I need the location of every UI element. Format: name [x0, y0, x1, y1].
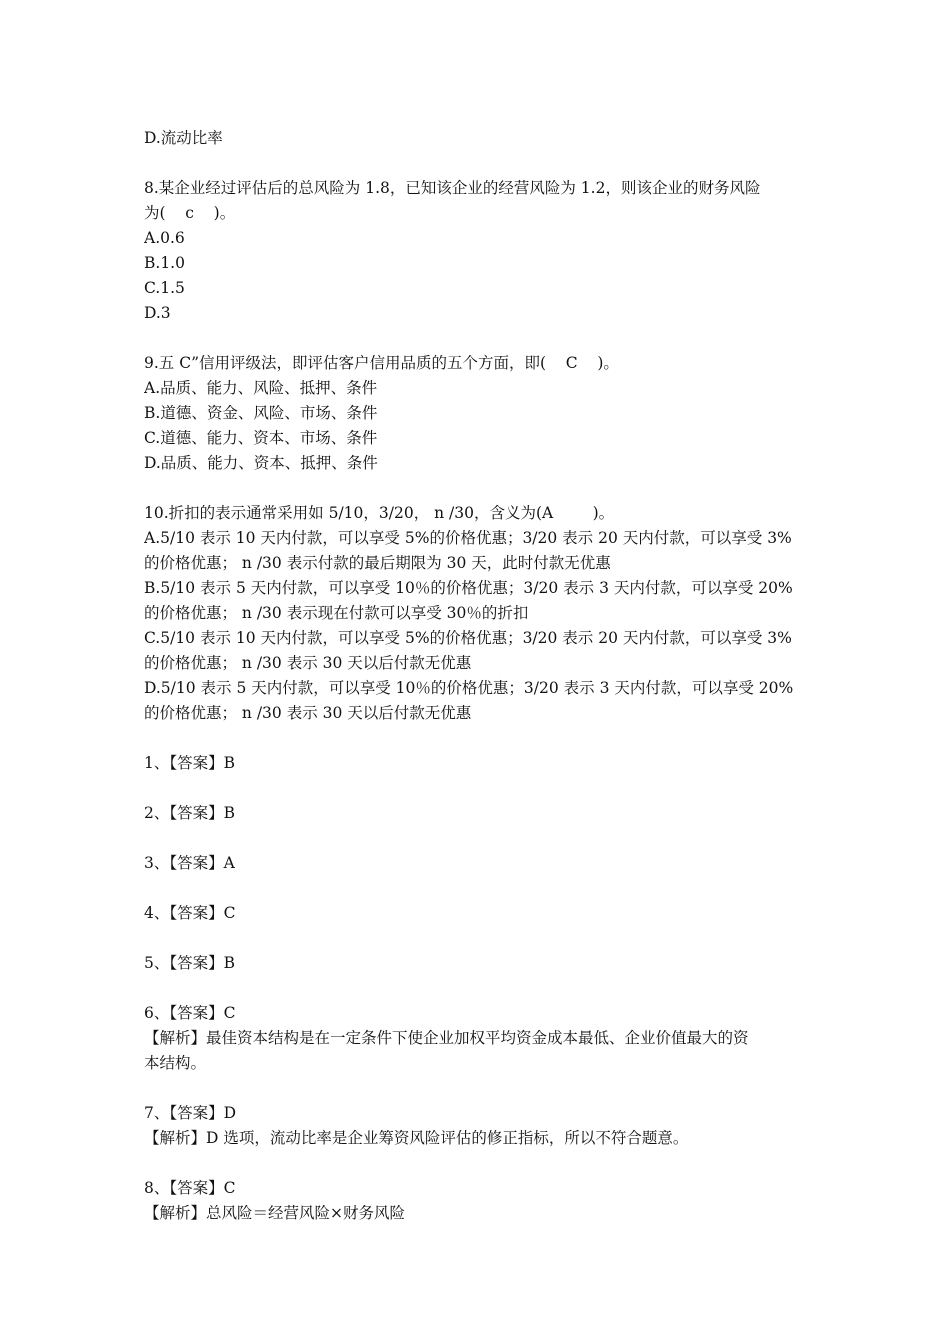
- q7-option-d: D.流动比率: [144, 129, 223, 147]
- spacer: [144, 326, 810, 351]
- answer-1: 1、【答案】B: [144, 754, 236, 772]
- spacer: [144, 726, 810, 751]
- answer-3: 3、【答案】A: [144, 854, 235, 872]
- q8-option-d: D.3: [144, 304, 171, 322]
- q9-option-b: B.道德、资金、风险、市场、条件: [144, 404, 378, 422]
- q8-option-b: B.1.0: [144, 254, 185, 272]
- answer-4: 4、【答案】C: [144, 904, 236, 922]
- q8-stem-line1: 8.某企业经过评估后的总风险为 1.8，已知该企业的经营风险为 1.2，则该企业的财务风险: [144, 179, 761, 197]
- q10-option-d-line1: D.5/10 表示 5 天内付款，可以享受 10％的价格优惠；3/20 表示 3 天内付款，可以享受 20%: [144, 679, 794, 697]
- answer-6: 6、【答案】C: [144, 1004, 236, 1022]
- spacer: [144, 876, 810, 901]
- spacer: [144, 1151, 810, 1176]
- q9-stem: 9.五 C”信用评级法，即评估客户信用品质的五个方面，即( C )。: [144, 354, 619, 372]
- q8-option-a: A.0.6: [144, 229, 185, 247]
- q10-stem: 10.折扣的表示通常采用如 5/10，3/20， n /30，含义为(A )。: [144, 504, 615, 522]
- answer-7-analysis: 【解析】D 选项，流动比率是企业筹资风险评估的修正指标，所以不符合题意。: [144, 1129, 689, 1147]
- answer-8: 8、【答案】C: [144, 1179, 236, 1197]
- q9-option-c: C.道德、能力、资本、市场、条件: [144, 429, 378, 447]
- spacer: [144, 151, 810, 176]
- spacer: [144, 926, 810, 951]
- answer-6-analysis-line2: 本结构。: [144, 1054, 207, 1072]
- q8-stem-line2: 为( c )。: [144, 204, 236, 222]
- answer-2: 2、【答案】B: [144, 804, 236, 822]
- spacer: [144, 826, 810, 851]
- q10-option-a-line2: 的价格优惠； n /30 表示付款的最后期限为 30 天，此时付款无优惠: [144, 554, 611, 572]
- q10-option-c-line2: 的价格优惠； n /30 表示 30 天以后付款无优惠: [144, 654, 472, 672]
- q10-option-a-line1: A.5/10 表示 10 天内付款，可以享受 5%的价格优惠；3/20 表示 20 天内付款，可以享受 3%: [144, 529, 792, 547]
- answer-7: 7、【答案】D: [144, 1104, 237, 1122]
- spacer: [144, 1076, 810, 1101]
- answer-6-analysis-line1: 【解析】最佳资本结构是在一定条件下使企业加权平均资金成本最低、企业价值最大的资: [144, 1029, 749, 1047]
- q10-option-c-line1: C.5/10 表示 10 天内付款，可以享受 5%的价格优惠；3/20 表示 20 天内付款，可以享受 3%: [144, 629, 792, 647]
- q9-option-a: A.品质、能力、风险、抵押、条件: [144, 379, 378, 397]
- document-page: [144, 126, 810, 1226]
- q10-option-b-line1: B.5/10 表示 5 天内付款，可以享受 10％的价格优惠；3/20 表示 3 天内付款，可以享受 20%: [144, 579, 793, 597]
- q10-option-b-line2: 的价格优惠； n /30 表示现在付款可以享受 30％的折扣: [144, 604, 529, 622]
- q10-option-d-line2: 的价格优惠； n /30 表示 30 天以后付款无优惠: [144, 704, 472, 722]
- spacer: [144, 776, 810, 801]
- answer-5: 5、【答案】B: [144, 954, 236, 972]
- spacer: [144, 976, 810, 1001]
- spacer: [144, 476, 810, 501]
- q8-option-c: C.1.5: [144, 279, 185, 297]
- answer-8-analysis: 【解析】总风险＝经营风险×财务风险: [144, 1204, 405, 1222]
- q9-option-d: D.品质、能力、资本、抵押、条件: [144, 454, 378, 472]
